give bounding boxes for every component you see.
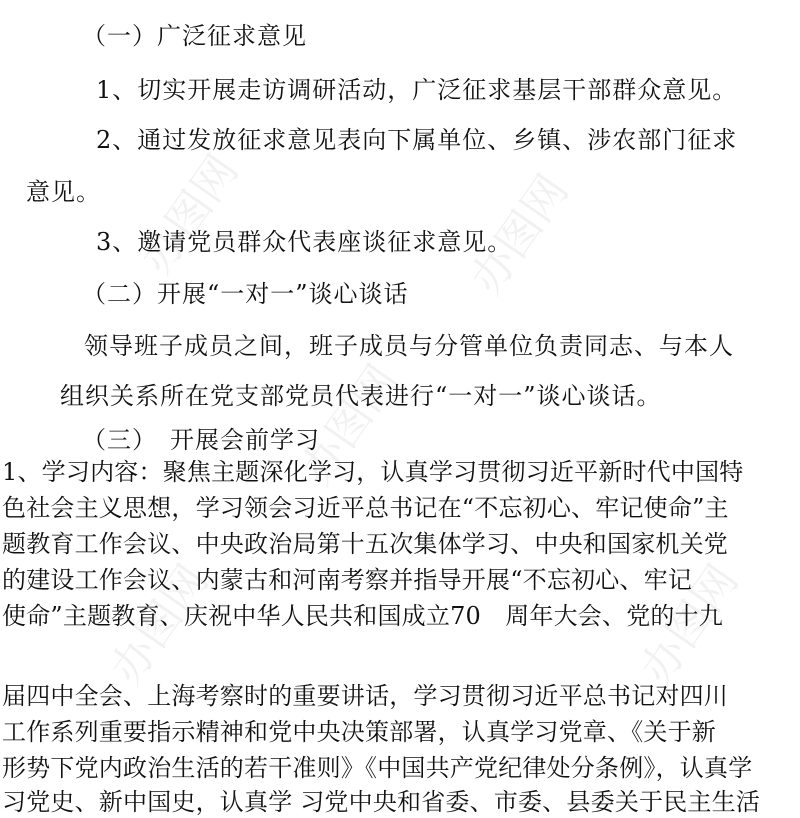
paragraph-line: 意见。 bbox=[26, 178, 101, 206]
paragraph-line: 1、学习内容：聚焦主题深化学习，认真学习贯彻习近平新时代中国特 bbox=[2, 458, 744, 486]
watermark-text: 办图网 bbox=[630, 555, 749, 694]
watermark-text: 办图网 bbox=[290, 355, 409, 494]
watermark-text: 办图网 bbox=[100, 555, 219, 694]
paragraph-line: 领导班子成员之间，班子成员与分管单位负责同志、与本人 bbox=[84, 332, 734, 360]
paragraph-line: 使命”主题教育、庆祝中华人民共和国成立70 周年大会、党的十九 bbox=[2, 602, 724, 630]
section-heading: （三） 开展会前学习 bbox=[82, 426, 320, 454]
paragraph-line: 习党史、新中国史，认真学 习党中央和省委、市委、县委关于民主生活 bbox=[2, 788, 761, 816]
paragraph-line: 2、通过发放征求意见表向下属单位、乡镇、涉农部门征求 bbox=[96, 126, 738, 154]
paragraph-line: 题教育工作会议、中央政治局第十五次集体学习、中央和国家机关党 bbox=[2, 530, 728, 558]
paragraph-line: 组织关系所在党支部党员代表进行“一对一”谈心谈话。 bbox=[60, 382, 662, 410]
paragraph-line: 色社会主义思想，学习领会习近平总书记在“不忘初心、牢记使命”主 bbox=[2, 494, 729, 522]
watermark-text: 办图网 bbox=[460, 165, 579, 304]
watermark-text: 办图网 bbox=[130, 145, 249, 284]
paragraph-line: 工作系列重要指示精神和党中央决策部署，认真学习党章、《关于新 bbox=[2, 718, 716, 746]
section-heading: （一）广泛征求意见 bbox=[82, 22, 307, 50]
paragraph-line: 的建设工作会议、内蒙古和河南考察并指导开展“不忘初心、牢记 bbox=[2, 566, 693, 594]
paragraph-line: 1、切实开展走访调研活动，广泛征求基层干部群众意见。 bbox=[96, 76, 738, 104]
section-heading: （二）开展“一对一”谈心谈话 bbox=[82, 280, 409, 308]
paragraph-line: 3、邀请党员群众代表座谈征求意见。 bbox=[96, 228, 513, 256]
paragraph-line: 届四中全会、上海考察时的重要讲话，学习贯彻习近平总书记对四川 bbox=[2, 682, 728, 710]
paragraph-line: 形势下党内政治生活的若干准则》《中国共产党纪律处分条例》，认真学 bbox=[2, 754, 753, 782]
